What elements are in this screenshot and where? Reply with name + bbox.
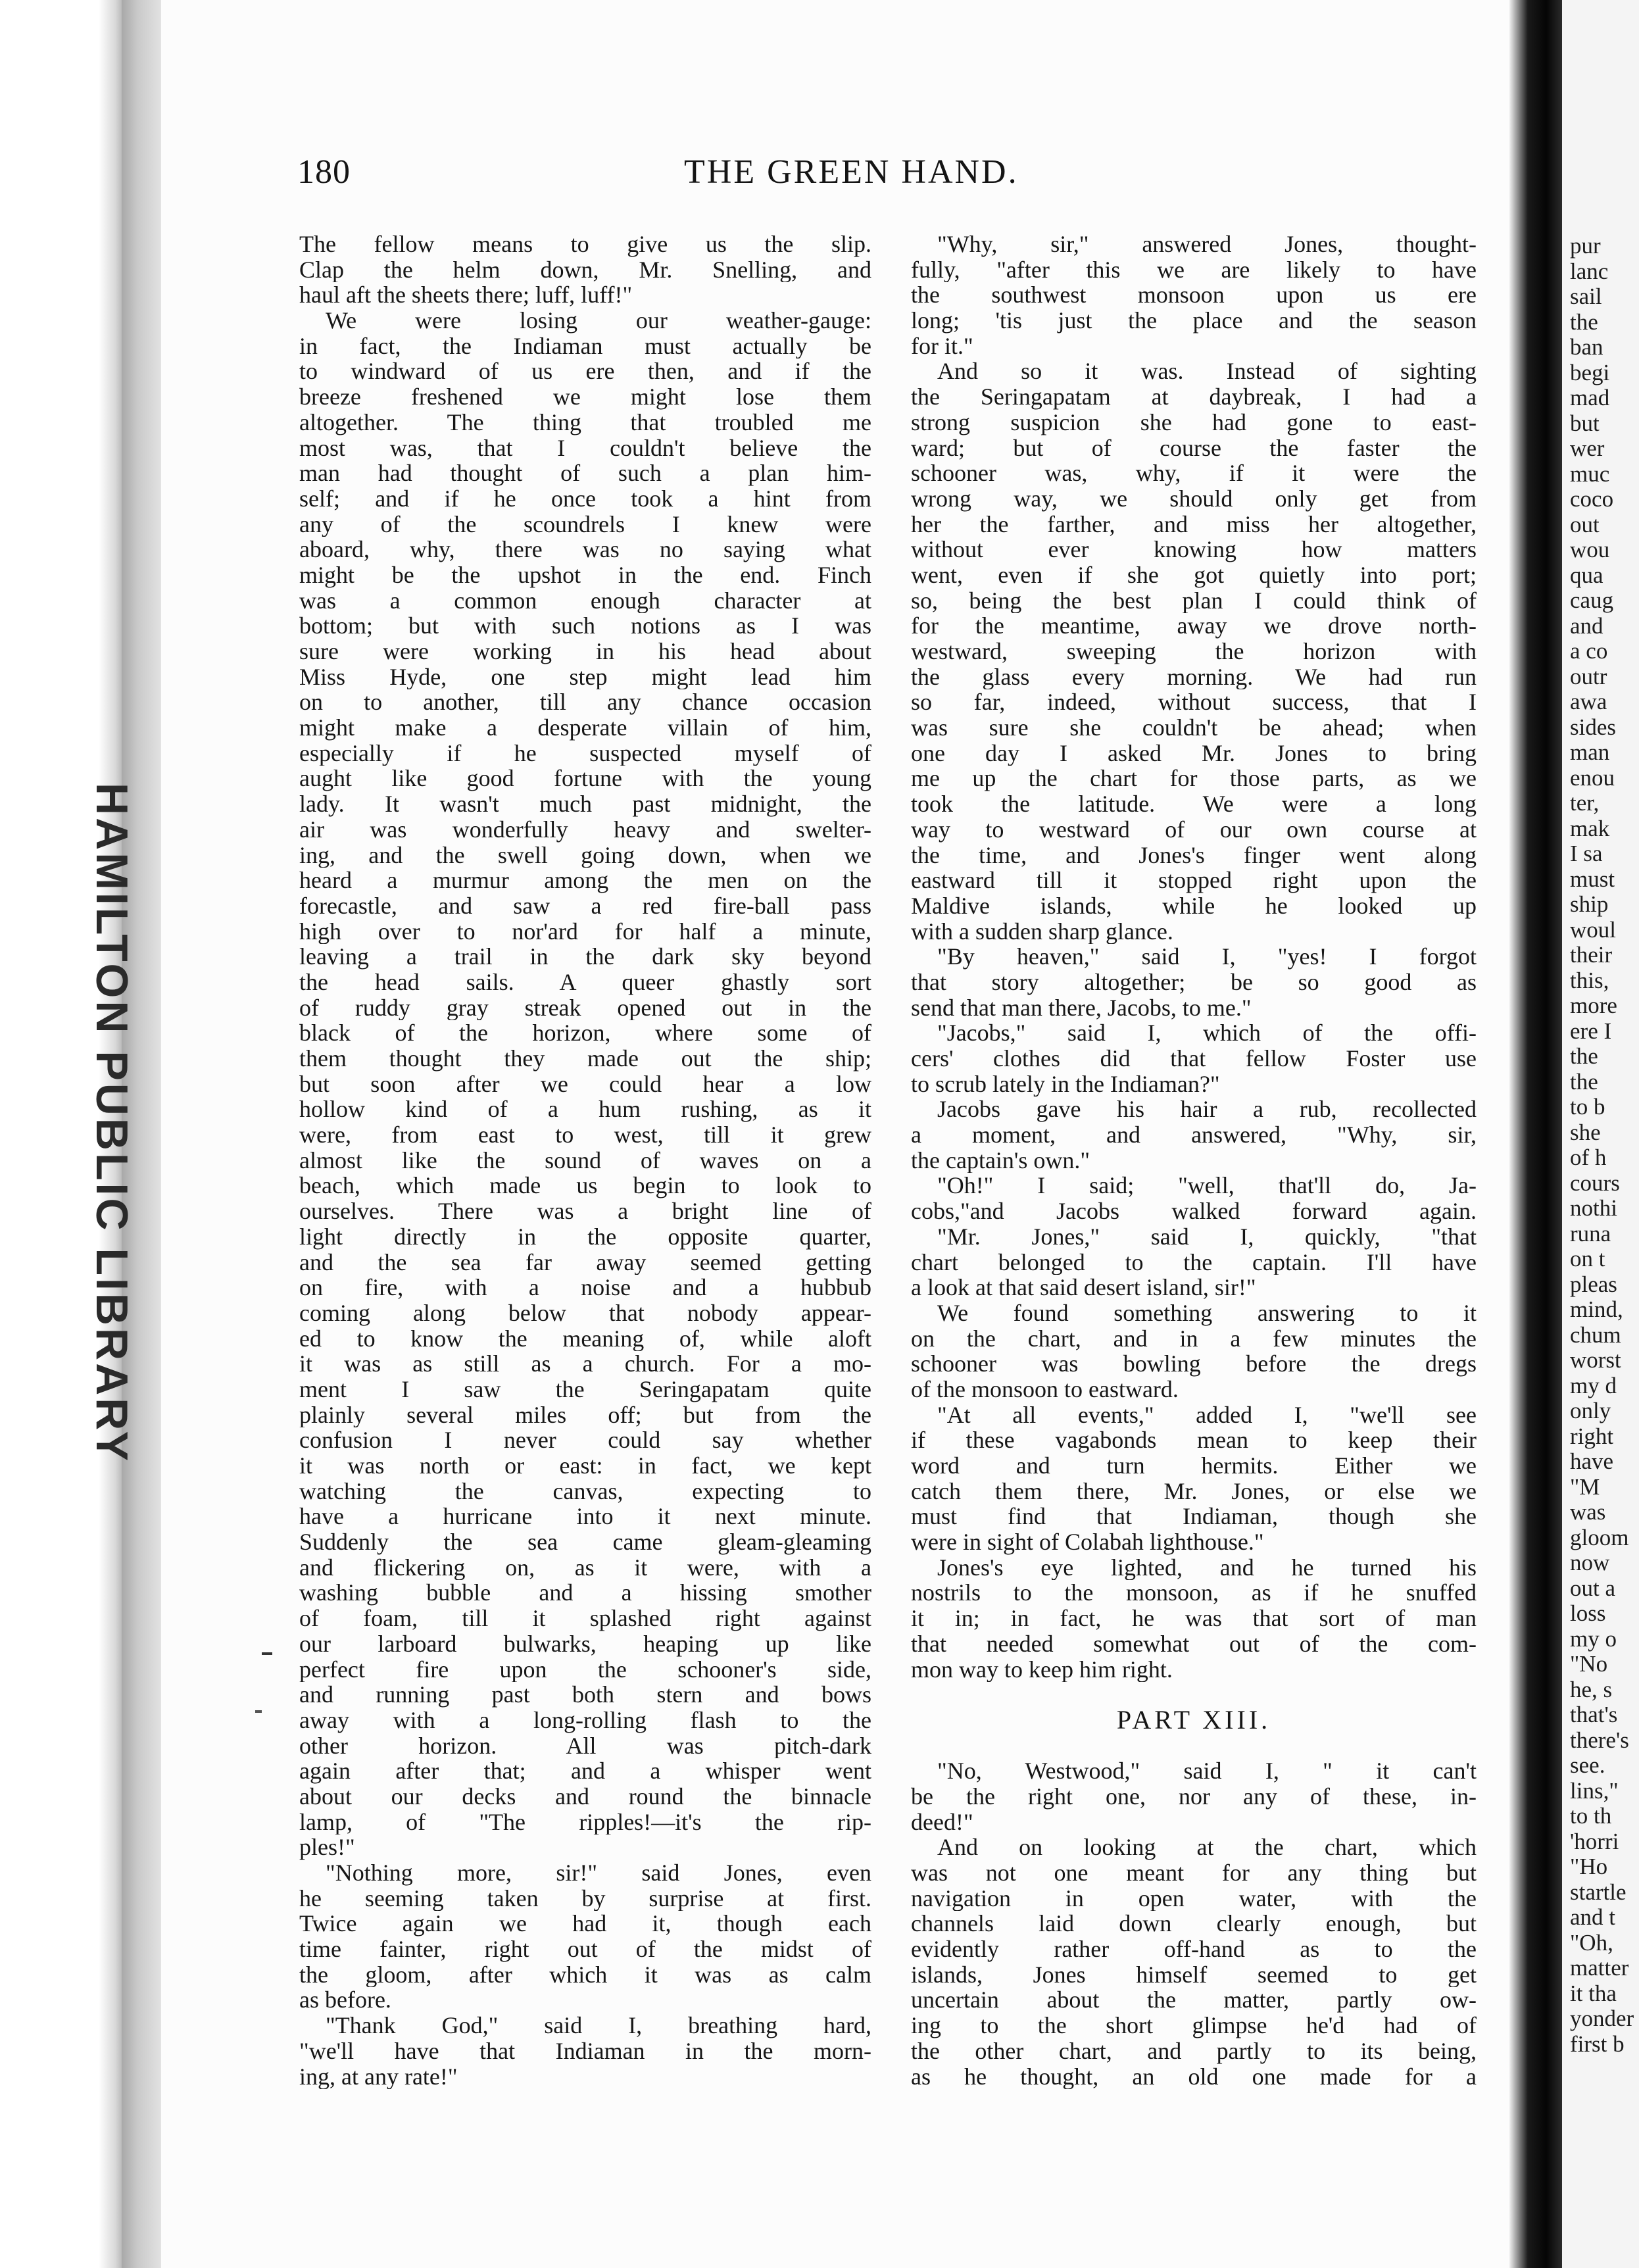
text-line: And on looking at the chart, which [937, 1835, 1477, 1860]
text-line: "Thank God," said I, breathing hard, [326, 2013, 871, 2038]
next-page-text-fragment: it tha [1570, 1980, 1617, 2006]
text-line: ing, at any rate!" [299, 2063, 458, 2090]
next-page-text-fragment: more [1570, 993, 1617, 1018]
next-page-text-fragment: only [1570, 1398, 1611, 1423]
right-text-column [911, 232, 1477, 2089]
text-line: ward; but of course the faster the [911, 435, 1477, 461]
next-page-text-fragment: their [1570, 942, 1613, 968]
next-page-text-fragment: ter, [1570, 790, 1600, 816]
text-line: forecastle, and saw a red fire-ball pass [299, 893, 871, 919]
next-page-text-fragment: the [1570, 1043, 1598, 1069]
text-line: "we'll have that Indiaman in the morn- [299, 2038, 871, 2064]
text-line: "Oh!" I said; "well, that'll do, Ja- [937, 1173, 1477, 1199]
text-line: the southwest monsoon upon us ere [911, 282, 1477, 308]
next-page-text-fragment: awa [1570, 689, 1607, 714]
text-line: hollow kind of a hum rushing, as it [299, 1097, 871, 1123]
next-page-text-fragment: the [1570, 1068, 1598, 1095]
text-line: haul aft the sheets there; luff, luff!" [299, 282, 633, 308]
text-line: most was, that I couldn't believe the [299, 435, 871, 461]
text-line: channels laid down clearly enough, but [911, 1911, 1477, 1937]
text-line: navigation in open water, with the [911, 1885, 1477, 1911]
text-line: uncertain about the matter, partly ow- [911, 1987, 1477, 2013]
text-line: cobs,"and Jacobs walked forward again. [911, 1198, 1477, 1224]
text-line: the glass every morning. We had run [911, 664, 1477, 690]
text-line: and running past both stern and bows [299, 1682, 871, 1708]
text-line: but soon after we could hear a low [299, 1071, 871, 1097]
next-page-text-fragment: ere I [1570, 1018, 1612, 1044]
text-line: cers' clothes did that fellow Foster use [911, 1046, 1477, 1072]
text-line: westward, sweeping the horizon with [911, 639, 1477, 664]
text-line: and flickering on, as it were, with a [299, 1554, 871, 1581]
text-line: The fellow means to give us the slip. [299, 232, 871, 257]
next-page-text-fragment: now [1570, 1550, 1610, 1575]
gutter-shadow [1509, 0, 1562, 2268]
text-line: must find that Indiaman, though she [911, 1504, 1477, 1530]
text-line: bottom; but with such notions as I was [299, 613, 871, 639]
text-line: the head sails. A queer ghastly sort [299, 969, 871, 995]
text-line: air was wonderfully heavy and swelter- [299, 816, 871, 843]
next-page-text-fragment: I sa [1570, 841, 1603, 866]
text-line: away with a long-rolling flash to the [299, 1707, 871, 1733]
text-line: "Why, sir," answered Jones, thought- [937, 232, 1477, 257]
text-line: have a hurricane into it next minute. [299, 1504, 871, 1530]
next-page-text-fragment: mind, [1570, 1296, 1623, 1322]
text-line: if these vagabonds mean to keep their [911, 1427, 1477, 1453]
text-line: ing to the short glimpse he'd had of [911, 2013, 1477, 2038]
next-page-text-fragment: "M [1570, 1473, 1600, 1500]
text-line: catch them there, Mr. Jones, or else we [911, 1478, 1477, 1504]
text-line: strong suspicion she had gone to east- [911, 409, 1477, 435]
next-page-text-fragment: chum [1570, 1321, 1621, 1348]
next-page-text-fragment: first b [1570, 2031, 1625, 2057]
next-page-text-fragment: and [1570, 612, 1603, 639]
text-line: "By heaven," said I, "yes! I forgot [937, 944, 1477, 970]
text-line: of the monsoon to eastward. [911, 1376, 1179, 1402]
text-line: "Nothing more, sir!" said Jones, even [326, 1860, 871, 1886]
text-line: confusion I never could say whether [299, 1427, 871, 1453]
text-line: ing, and the swell going down, when we [299, 842, 871, 868]
next-page-text-fragment: a co [1570, 638, 1608, 664]
next-page-text-fragment: muc [1570, 460, 1610, 487]
next-page-text-fragment: was [1570, 1499, 1606, 1525]
next-page-text-fragment: out [1570, 511, 1600, 537]
next-page-text-fragment: pleas [1570, 1271, 1617, 1297]
next-page-text-fragment: "Oh, [1570, 1929, 1613, 1956]
text-line: it was north or east: in fact, we kept [299, 1453, 871, 1479]
text-line: watching the canvas, expecting to [299, 1478, 871, 1504]
next-page-text-fragment: that's [1570, 1702, 1618, 1727]
next-page-text-fragment: she [1570, 1119, 1601, 1145]
text-line: so, being the best plan I could think of [911, 587, 1477, 614]
text-line: for it." [911, 333, 973, 359]
text-line: word and turn hermits. Either we [911, 1453, 1477, 1479]
text-line: was not one meant for any thing but [911, 1860, 1477, 1886]
text-line: leaving a trail in the dark sky beyond [299, 944, 871, 970]
text-line: ment I saw the Seringapatam quite [299, 1376, 871, 1402]
next-page-text-fragment: mad [1570, 385, 1610, 410]
text-line: perfect fire upon the schooner's side, [299, 1656, 871, 1683]
text-line: light directly in the opposite quarter, [299, 1223, 871, 1250]
text-line: lamp, of "The ripples!—it's the rip- [299, 1809, 871, 1835]
text-line: almost like the sound of waves on a [299, 1147, 871, 1173]
next-page-text-fragment: see. [1570, 1752, 1605, 1778]
next-page-text-fragment: lins," [1570, 1777, 1619, 1804]
text-line: of ruddy gray streak opened out in the [299, 995, 871, 1021]
next-page-text-fragment: he, s [1570, 1676, 1613, 1702]
text-line: to windward of us ere then, and if the [299, 358, 871, 385]
text-line: were, from east to west, till it grew [299, 1122, 871, 1148]
text-line: them thought they made out the ship; [299, 1046, 871, 1072]
next-page-text-fragment: caug [1570, 587, 1614, 613]
text-line: Clap the helm down, Mr. Snelling, and [299, 257, 871, 283]
next-page-text-fragment: loss [1570, 1600, 1606, 1626]
text-line: the other chart, and partly to its being, [911, 2038, 1477, 2064]
next-page-text-fragment: of h [1570, 1145, 1607, 1170]
next-page-text-fragment: runa [1570, 1220, 1611, 1246]
text-line: one day I asked Mr. Jones to bring [911, 740, 1477, 766]
next-page-text-fragment: must [1570, 866, 1615, 892]
text-line: schooner was bowling before the dregs [911, 1351, 1477, 1377]
text-line: plainly several miles off; but from the [299, 1402, 871, 1428]
text-line: her the farther, and miss her altogether, [911, 511, 1477, 537]
text-line: "At all events," added I, "we'll see [937, 1402, 1477, 1428]
next-page-text-fragment: wer [1570, 435, 1605, 461]
text-line: "No, Westwood," said I, " it can't [937, 1758, 1477, 1784]
next-page-text-fragment: "Ho [1570, 1854, 1608, 1879]
text-line [911, 1733, 1477, 1759]
next-page-text-fragment: mak [1570, 815, 1610, 841]
text-line: We found something answering to it [937, 1300, 1477, 1326]
library-stamp: HAMILTON PUBLIC LIBRARY [87, 783, 137, 1464]
text-line: We were losing our weather-gauge: [326, 308, 871, 333]
next-page-text-fragment: "No [1570, 1651, 1608, 1677]
text-line: Maldive islands, while he looked up [911, 893, 1477, 919]
next-page-text-fragment: to th [1570, 1803, 1612, 1829]
next-page-text-fragment: man [1570, 739, 1610, 765]
text-line: that story altogether; be so good as [911, 969, 1477, 995]
next-page-text-fragment: right [1570, 1423, 1614, 1449]
margin-mark [262, 1652, 272, 1655]
page-number: 180 [297, 153, 351, 191]
text-line: for the meantime, away we drove north- [911, 613, 1477, 639]
text-line: "Jacobs," said I, which of the offi- [937, 1020, 1477, 1046]
next-page-text-fragment: cours [1570, 1170, 1620, 1196]
text-line: might make a desperate villain of him, [299, 715, 871, 741]
text-line: self; and if he once took a hint from [299, 485, 871, 512]
next-page-text-fragment: 'horri [1570, 1828, 1619, 1854]
text-line: a moment, and answered, "Why, sir, [911, 1122, 1477, 1148]
text-line: deed!" [911, 1809, 973, 1835]
text-line: man had thought of such a plan him- [299, 460, 871, 486]
next-page-text-fragment: pur [1570, 233, 1601, 259]
next-page-text-fragment: there's [1570, 1727, 1629, 1753]
running-head: THE GREEN HAND. [684, 153, 1019, 191]
text-line: high over to nor'ard for half a minute, [299, 918, 871, 945]
text-line: mon way to keep him right. [911, 1656, 1173, 1683]
text-line: was a common enough character at [299, 587, 871, 614]
text-line: any of the scoundrels I knew were [299, 511, 871, 537]
text-line: it was as still as a church. For a mo- [299, 1351, 871, 1377]
text-line: altogether. The thing that troubled me [299, 409, 871, 435]
text-line: and the sea far away seemed getting [299, 1249, 871, 1275]
section-heading: PART XIII. [1116, 1707, 1271, 1733]
text-line: wrong way, we should only get from [911, 485, 1477, 512]
text-line: islands, Jones himself seemed to get [911, 1961, 1477, 1988]
text-line: breeze freshened we might lose them [299, 384, 871, 410]
next-page-text-fragment: worst [1570, 1347, 1621, 1373]
text-line: Jacobs gave his hair a rub, recollected [937, 1097, 1477, 1123]
text-line: was sure she couldn't be ahead; when [911, 715, 1477, 741]
next-page-text-fragment: woul [1570, 916, 1616, 943]
text-line: black of the horizon, where some of [299, 1020, 871, 1046]
text-line: fully, "after this we are likely to have [911, 257, 1477, 283]
text-line: took the latitude. We were a long [911, 791, 1477, 817]
text-line: on fire, with a noise and a hubbub [299, 1275, 871, 1300]
next-page-text-fragment: yonder [1570, 2006, 1634, 2031]
text-line: on the chart, and in a few minutes the [911, 1325, 1477, 1352]
text-line: again after that; and a whisper went [299, 1758, 871, 1784]
next-page-text-fragment: my d [1570, 1372, 1617, 1398]
text-line: chart belonged to the captain. I'll have [911, 1249, 1477, 1275]
margin-mark [255, 1710, 262, 1713]
text-line: about our decks and round the binnacle [299, 1783, 871, 1810]
next-page-text-fragment: enou [1570, 764, 1615, 791]
text-line: the captain's own." [911, 1147, 1090, 1173]
text-line: ed to know the meaning of, while aloft [299, 1325, 871, 1352]
text-line: on to another, till any chance occasion [299, 689, 871, 716]
text-line: time fainter, right out of the midst of [299, 1936, 871, 1962]
text-line: Twice again we had it, though each [299, 1911, 871, 1937]
next-page-text-fragment: but [1570, 410, 1600, 436]
text-line: And so it was. Instead of sighting [937, 358, 1477, 385]
text-line: eastward till it stopped right upon the [911, 868, 1477, 893]
next-page-text-fragment: to b [1570, 1094, 1605, 1120]
text-line: ples!" [299, 1835, 355, 1860]
next-page-text-fragment: have [1570, 1448, 1614, 1474]
text-line: he seeming taken by surprise at first. [299, 1885, 871, 1911]
text-line [911, 1682, 1477, 1708]
text-line: might be the upshot in the end. Finch [299, 562, 871, 588]
next-page-text-fragment: lanc [1570, 258, 1609, 284]
text-line: Suddenly the sea came gleam-gleaming [299, 1529, 871, 1555]
text-line: the time, and Jones's finger went along [911, 842, 1477, 868]
next-page-text-fragment: wou [1570, 537, 1610, 562]
text-line: that needed somewhat out of the com- [911, 1631, 1477, 1657]
text-line: with a sudden sharp glance. [911, 918, 1173, 945]
next-page-text-fragment: on t [1570, 1246, 1605, 1271]
text-line: as before. [299, 1987, 391, 2013]
text-line: me up the chart for those parts, as we [911, 766, 1477, 792]
text-line: "Mr. Jones," said I, quickly, "that [937, 1223, 1477, 1250]
text-line: especially if he suspected myself of [299, 740, 871, 766]
text-line: long; 'tis just the place and the season [911, 308, 1477, 333]
next-page-text-fragment: nothi [1570, 1195, 1617, 1221]
text-line: without ever knowing how matters [911, 537, 1477, 562]
next-page-text-fragment: ban [1570, 334, 1603, 360]
text-line: it in; in fact, he was that sort of man [911, 1606, 1477, 1631]
text-line: Jones's eye lighted, and he turned his [937, 1554, 1477, 1581]
text-line: be the right one, nor any of these, in- [911, 1783, 1477, 1810]
text-line: ourselves. There was a bright line of [299, 1198, 871, 1224]
text-line: aught like good fortune with the young [299, 766, 871, 792]
text-line: evidently rather off-hand as to the [911, 1936, 1477, 1962]
text-line: a look at that said desert island, sir!" [911, 1275, 1256, 1300]
left-text-column [299, 232, 871, 2089]
text-line: lady. It wasn't much past midnight, the [299, 791, 871, 817]
text-line: coming along below that nobody appear- [299, 1300, 871, 1326]
next-page-text-fragment: qua [1570, 562, 1603, 588]
text-line: went, even if she got quietly into port; [911, 562, 1477, 588]
text-line: send that man there, Jacobs, to me." [911, 995, 1252, 1021]
next-page-text-fragment: startle [1570, 1879, 1627, 1905]
next-page-text-fragment: my o [1570, 1625, 1617, 1652]
next-page-text-fragment: outr [1570, 663, 1607, 689]
text-line: the gloom, after which it was as calm [299, 1961, 871, 1988]
text-line: other horizon. All was pitch-dark [299, 1733, 871, 1759]
next-page-text-fragment: coco [1570, 486, 1614, 512]
adjacent-page-fragment [1562, 0, 1639, 2268]
next-page-text-fragment: out a [1570, 1575, 1616, 1601]
text-line: schooner was, why, if it were the [911, 460, 1477, 486]
next-page-text-fragment: and t [1570, 1904, 1616, 1930]
text-line: as he thought, an old one made for a [911, 2063, 1477, 2090]
text-line: beach, which made us begin to look to [299, 1173, 871, 1199]
next-page-text-fragment: sail [1570, 284, 1602, 309]
next-page-text-fragment: begi [1570, 359, 1610, 385]
text-line: washing bubble and a hissing smother [299, 1580, 871, 1606]
text-line: Miss Hyde, one step might lead him [299, 664, 871, 690]
next-page-text-fragment: this, [1570, 967, 1609, 993]
text-line: sure were working in his head about [299, 639, 871, 664]
text-line: of foam, till it splashed right against [299, 1606, 871, 1631]
text-line: were in sight of Colabah lighthouse." [911, 1529, 1264, 1555]
text-line: so far, indeed, without success, that I [911, 689, 1477, 716]
next-page-text-fragment: matter [1570, 1955, 1629, 1981]
text-line: the Seringapatam at daybreak, I had a [911, 384, 1477, 410]
text-line: nostrils to the monsoon, as if he snuffed [911, 1580, 1477, 1606]
text-line: aboard, why, there was no saying what [299, 537, 871, 562]
text-line: way to westward of our own course at [911, 816, 1477, 843]
next-page-text-fragment: gloom [1570, 1524, 1629, 1550]
text-line: heard a murmur among the men on the [299, 868, 871, 893]
text-line: our larboard bulwarks, heaping up like [299, 1631, 871, 1657]
next-page-text-fragment: the [1570, 308, 1598, 335]
text-line: in fact, the Indiaman must actually be [299, 333, 871, 359]
next-page-text-fragment: ship [1570, 891, 1609, 917]
text-line: to scrub lately in the Indiaman?" [911, 1071, 1220, 1097]
next-page-text-fragment: sides [1570, 714, 1616, 740]
